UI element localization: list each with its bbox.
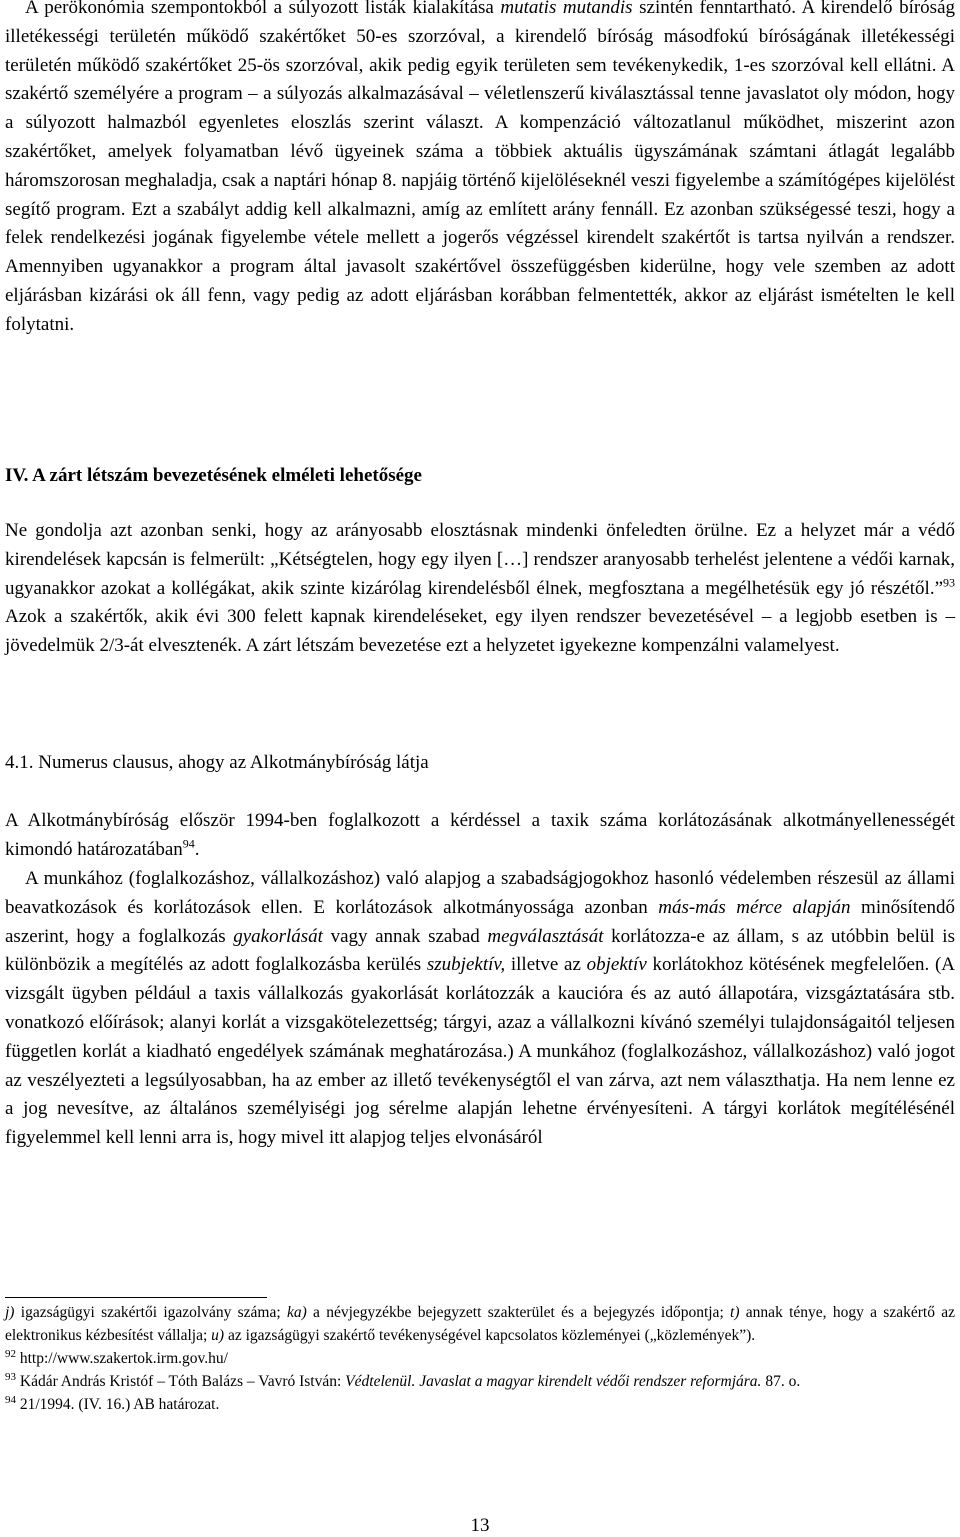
section-heading-iv: IV. A zárt létszám bevezetésének elméleti lehetősége — [5, 465, 422, 486]
footnote-92: $^{92}$ http://www.szakertok.irm.gov.hu/ — [5, 1347, 228, 1367]
paragraph-closed-number: Ne gondolja azt azonban senki, hogy az arányosabb elosztásnak mindenki önfeledten örülne. Ez a helyzet már a védő kirendelések kapcsán is felmerült: „Kétségtelen, hogy egy ilyen […] rendszer aranyosabb terhelést jelentene a védői karnak, ugyanakkor azokat a kollégákat, akik szinte kizárólag kirendelésből élnek, megfosztana a megélhetésük egy jó részétől.”$^{93}$ Azok a szakértők, akik évi 300 felett kapnak kirendeléseket, egy ilyen rendszer bevezetésével – a legjobb esetben is – jövedelmük 2/3-át elvesztenék. A zárt létszám bevezetése ezt a helyzetet igyekezne kompenzálni valamelyest. — [5, 520, 955, 657]
paragraph-weighted-lists: A perökonómia szempontokból a súlyozott listák kialakítása mutatis mutandis szintén fenntartható. A kirendelő bíróság illetékességi területén működő szakértőket 50-es szorzóval, a kirendelő bíróság másodfokú bíróságának illetékességi területén működő szakértőket 25-ös szorzóval, akik pedig egyik területen sem tevékenykedik, 1-es szorzóval kell ellátni. A szakértő személyére a program – a súlyozás alkalmazásával – véletlenszerű kiválasztással tenne javaslatot oly módon, hogy a súlyozott halmazból egyenletes eloszlás szerint választ. A kompenzáció változatlanul működhet, miszerint azon szakértőket, amelyek folyamatban lévő ügyeinek száma a többiek aktuális ügyszámának számtani átlagát legalább háromszorosan meghaladja, csak a naptári hónap 8. napjáig történő kijelöléseknél veszi figyelembe a számítógépes kijelölést segítő program. Ezt a szabályt addig kell alkalmazni, amíg az említett arány fennáll. Ez azonban szükségessé teszi, hogy a felek rendelkezési jogának figyelembe vétele mellett a jogerős végzéssel kirendelt szakértőt is tartsa nyilván a rendszer. Amennyiben ugyanakkor a program által javasolt szakértővel összefüggésben kiderülne, hogy vele szemben az adott eljárásban kizárási ok áll fenn, vagy pedig az adott eljárásban korábban felmentették, akkor az eljárást ismételten le kell folytatni. — [5, 0, 956, 335]
footnote-separator — [5, 1297, 267, 1298]
page-number: 13 — [470, 1515, 490, 1536]
paragraph-constitutional-court: A Alkotmánybíróság először 1994-ben foglalkozott a kérdéssel a taxik száma korlátozásának alkotmányellenességét kimondó határozatában$^{94}$. — [5, 810, 955, 860]
footnotes — [5, 1301, 955, 1416]
footnote-93: $^{93}$ Kádár András Kristóf – Tóth Balázs – Vavró István: Védtelenül. Javaslat a magyar kirendelt védői rendszer reformjára. 87. o. — [5, 1370, 801, 1390]
footnote-continuation: j) igazságügyi szakértői igazolvány száma; ka) a névjegyzékbe bejegyzett szakterület és a bejegyzés időpontja; t) annak ténye, hogy a szakértő az elektronikus kézbesítést vállalja; u) az igazságügyi szakértő tevékenységével kapcsolatos közleményei („közlemények”). — [5, 1304, 955, 1344]
footnote-94: $^{94}$ 21/1994. (IV. 16.) AB határozat. — [5, 1393, 220, 1413]
footnote-92-link[interactable]: http://www.szakertok.irm.gov.hu/ — [16, 1350, 228, 1367]
paragraph-right-to-work: A munkához (foglalkozáshoz, vállalkozáshoz) való alapjog a szabadságjogokhoz hasonló védelemben részesül az állami beavatkozások és korlátozások ellen. E korlátozások alkotmányossága azonban más-más mérce alapján minősítendő aszerint, hogy a foglalkozás gyakorlását vagy annak szabad megválasztását korlátozza-e az állam, s az utóbbin belül is különbözik a megítélés az adott foglalkozásba kerülés szubjektív, illetve az objektív korlátokhoz kötésének megfelelően. (A vizsgált ügyben például a taxis vállalkozás gyakorlását korlátozzák a kaucióra és az autó állapotára, vizsgáztatására stb. vonatkozó előírások; alanyi korlát a vizsgakötelezettség; tárgyi, azaz a vállalkozni kívánó személyi tulajdonságaitól teljesen független korlát a kiadható engedélyek számának meghatározása.) A munkához (foglalkozáshoz, vállalkozáshoz) való jogot az veszélyezteti a legsúlyosabban, ha az ember az illető tevékenységtől el van zárva, azt nem választhatja. Ha nem lenne ez a jog nevesítve, az általános személyiségi jog sérelme alapján lehetne érvényesíteni. A tárgyi korlátok megítélésénél figyelemmel kell lenni arra is, hogy mivel itt alapjog teljes elvonásáról — [5, 868, 956, 1149]
subsection-heading-4-1: 4.1. Numerus clausus, ahogy az Alkotmánybíróság látja — [5, 752, 429, 773]
